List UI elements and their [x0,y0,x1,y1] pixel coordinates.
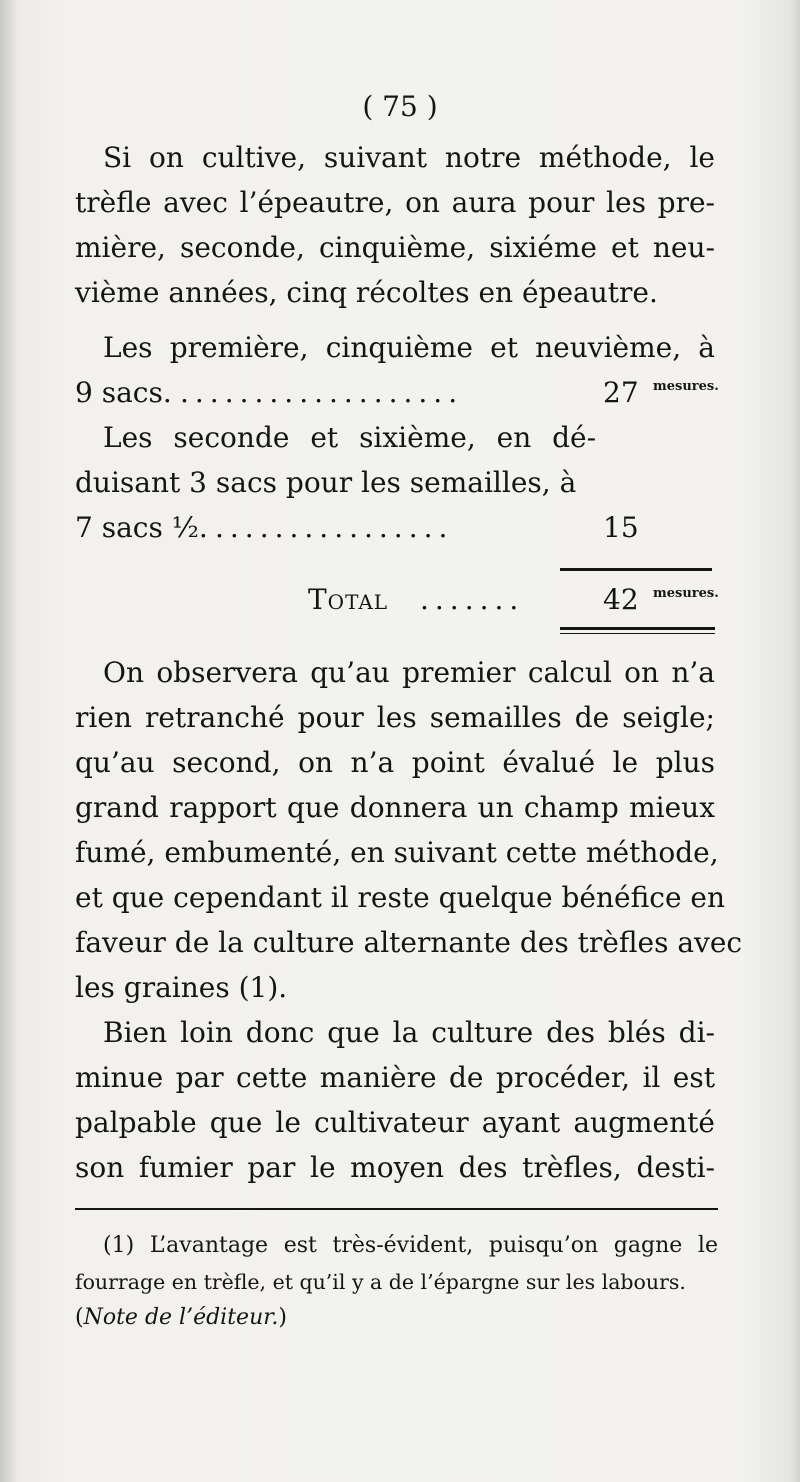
calc-line-3: Les seconde et sixième, en dé- [103,421,597,454]
calc-row-second-label: 7 sacs ½. [75,511,208,544]
footnote-line-1: (1) L’avantage est très-évident, puisqu’on gagne le [103,1233,718,1258]
paragraph-2-line-6: et que cependant il reste quelque bénéfice en [75,881,726,914]
paragraph-3-line-1: Bien loin donc que la culture des blés di- [103,1016,715,1049]
calc-row-first-label: 9 sacs. [75,376,172,409]
paragraph-2-line-7: faveur de la culture alternante des trèfles avec [75,926,743,959]
paragraph-2-line-1: On observera qu’au premier calcul on n’a [103,656,715,689]
footnote-note-open: ( [75,1305,84,1330]
total-unit: mesures. [653,586,719,601]
paragraph-3-line-3: palpable que le cultivateur ayant augmenté [75,1106,715,1139]
paragraph-3-line-4: son fumier par le moyen des trèfles, desti- [75,1151,715,1184]
paragraph-2-line-3: qu’au second, on n’a point évalué le plus [75,746,715,779]
paragraph-2-line-2: rien retranché pour les semailles de seigle; [75,701,715,734]
sum-rule [560,568,712,571]
page-number: ( 75 ) [362,90,438,123]
calc-row-second-leaders: ................ [215,511,454,544]
footnote-editor-note: Note de l’éditeur. [83,1305,279,1330]
paragraph-1-line-1: Si on cultive, suivant notre méthode, le [103,141,715,174]
calc-line-4: duisant 3 sacs pour les semailles, à [75,466,577,499]
calc-line-1: Les première, cinquième et neuvième, à [103,331,715,364]
calc-row-first-unit: mesures. [653,379,719,394]
paragraph-1-line-3: mière, seconde, cinquième, sixiéme et neu- [75,231,715,264]
total-rule-upper [560,627,715,630]
paragraph-1-line-4: vième années, cinq récoltes en épeautre. [75,276,658,309]
calc-row-first-value: 27 [603,376,639,409]
calc-row-first [75,375,719,411]
paragraph-2-line-5: fumé, embumenté, en suivant cette méthode, [75,836,719,869]
calc-row-first-leaders: ................... [180,376,464,409]
total-label: Total [308,583,389,616]
footnote-separator [75,1208,718,1210]
footnote-note-close: ) [278,1305,287,1330]
paragraph-1-line-2: trèfle avec l’épeautre, on aura pour les pre- [75,186,715,219]
footnote-line-2: fourrage en trèfle, et qu’il y a de l’épargne sur les labours. [75,1270,686,1294]
calc-row-second [75,510,715,546]
paragraph-3-line-2: minue par cette manière de procéder, il est [75,1061,715,1094]
paragraph-2-line-4: grand rapport que donnera un champ mieux [75,791,715,824]
total-rule-lower [560,633,715,634]
total-leaders: ....... [420,583,525,616]
footnote-line-3 [75,1302,718,1334]
calc-row-second-value: 15 [603,511,639,544]
calc-row-total [75,582,719,618]
total-value: 42 [603,583,639,616]
paragraph-2-line-8: les graines (1). [75,971,288,1004]
